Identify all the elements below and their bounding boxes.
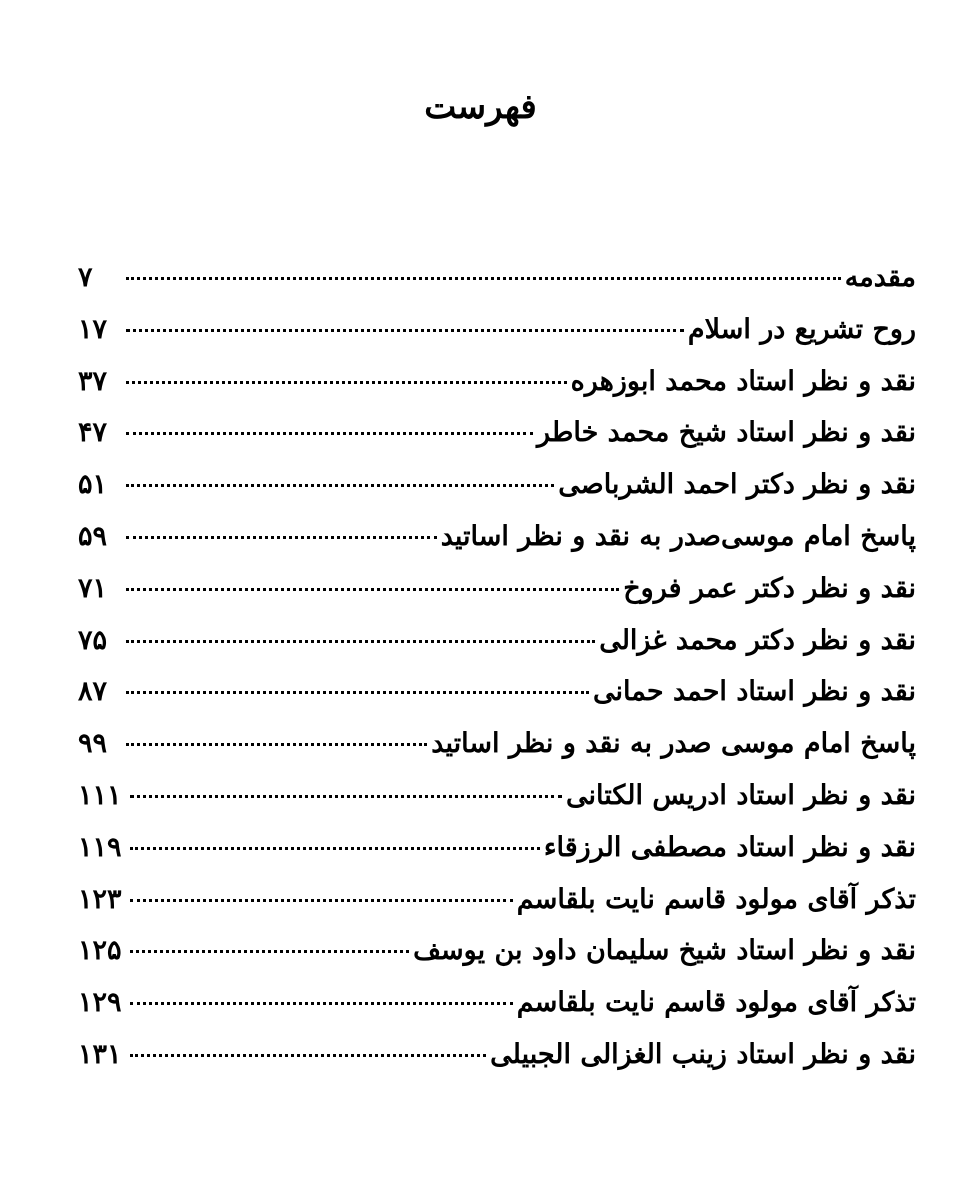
toc-page-number: ۴۷ [78,417,108,449]
dot-leader [126,588,619,591]
toc-entry [78,310,916,362]
toc-entry [78,724,916,776]
toc-entry [78,931,916,983]
toc-entry [78,828,916,880]
toc-entry [78,517,916,569]
toc-entry-title: نقد و نظر استاد محمد ابوزهره [570,365,916,397]
toc-entry-title: نقد و نظر دکتر احمد الشرباصی [558,469,916,501]
dot-leader [126,381,567,384]
toc-page-number: ۱۱۱ [78,779,122,811]
dot-leader [126,329,684,332]
table-of-contents [78,258,916,1087]
toc-entry [78,621,916,673]
dot-leader [130,1002,513,1005]
dot-leader [126,536,437,539]
toc-entry [78,362,916,414]
toc-page-number: ۱۱۹ [78,831,122,863]
dot-leader [130,847,540,850]
toc-page-number: ۷۱ [78,572,108,604]
toc-page-number: ۸۷ [78,676,108,708]
toc-entry [78,672,916,724]
toc-page-number: ۱۲۹ [78,987,122,1019]
toc-page-number: ۵۱ [78,469,108,501]
dot-leader [126,640,595,643]
toc-entry [78,413,916,465]
toc-entry [78,983,916,1035]
toc-entry-title: نقد و نظر دکتر عمر فروخ [623,572,916,604]
toc-entry-title: نقد و نظر استاد شیخ سلیمان داود بن یوسف [413,935,916,967]
dot-leader [126,484,554,487]
dot-leader [126,743,427,746]
toc-page-number: ۷۵ [78,624,108,656]
dot-leader [126,432,533,435]
toc-entry-title: روح تشریع در اسلام [687,313,916,345]
toc-entry-title: پاسخ امام موسی صدر به نقد و نظر اساتید [431,728,916,760]
dot-leader [130,795,562,798]
toc-entry-title: نقد و نظر دکتر محمد غزالی [599,624,916,656]
toc-entry-title: نقد و نظر استاد ادریس الکتانی [566,779,916,811]
toc-page-number: ۱۷ [78,313,108,345]
toc-page-number: ۱۲۳ [78,883,122,915]
dot-leader [126,691,589,694]
toc-entry-title: مقدمه [844,262,916,293]
toc-entry [78,569,916,621]
dot-leader [130,899,513,902]
dot-leader [130,1054,487,1057]
toc-entry [78,1035,916,1087]
toc-entry [78,880,916,932]
toc-entry [78,258,916,310]
page-title: فهرست [424,87,537,127]
toc-entry [78,465,916,517]
toc-page-number: ۹۹ [78,728,108,760]
toc-entry-title: تذکر آقای مولود قاسم نایت بلقاسم [516,883,916,915]
toc-entry-title: نقد و نظر استاد احمد حمانی [593,676,916,708]
toc-page-number: ۱۳۱ [78,1038,122,1070]
dot-leader [130,950,410,953]
toc-entry-title: نقد و نظر استاد مصطفی الرزقاء [543,831,916,863]
toc-page-number: ۵۹ [78,520,108,552]
toc-entry-title: نقد و نظر استاد شیخ محمد خاطر [536,417,916,449]
toc-page-number: ۳۷ [78,365,108,397]
toc-entry-title: نقد و نظر استاد زینب الغزالی الجبیلی [490,1038,916,1070]
toc-entry-title: پاسخ امام موسی‌صدر به نقد و نظر اساتید [440,520,916,552]
toc-entry [78,776,916,828]
toc-page-number: ۷ [78,262,93,293]
dot-leader [126,277,841,280]
toc-entry-title: تذکر آقای مولود قاسم نایت بلقاسم [516,987,916,1019]
toc-page-number: ۱۲۵ [78,935,122,967]
